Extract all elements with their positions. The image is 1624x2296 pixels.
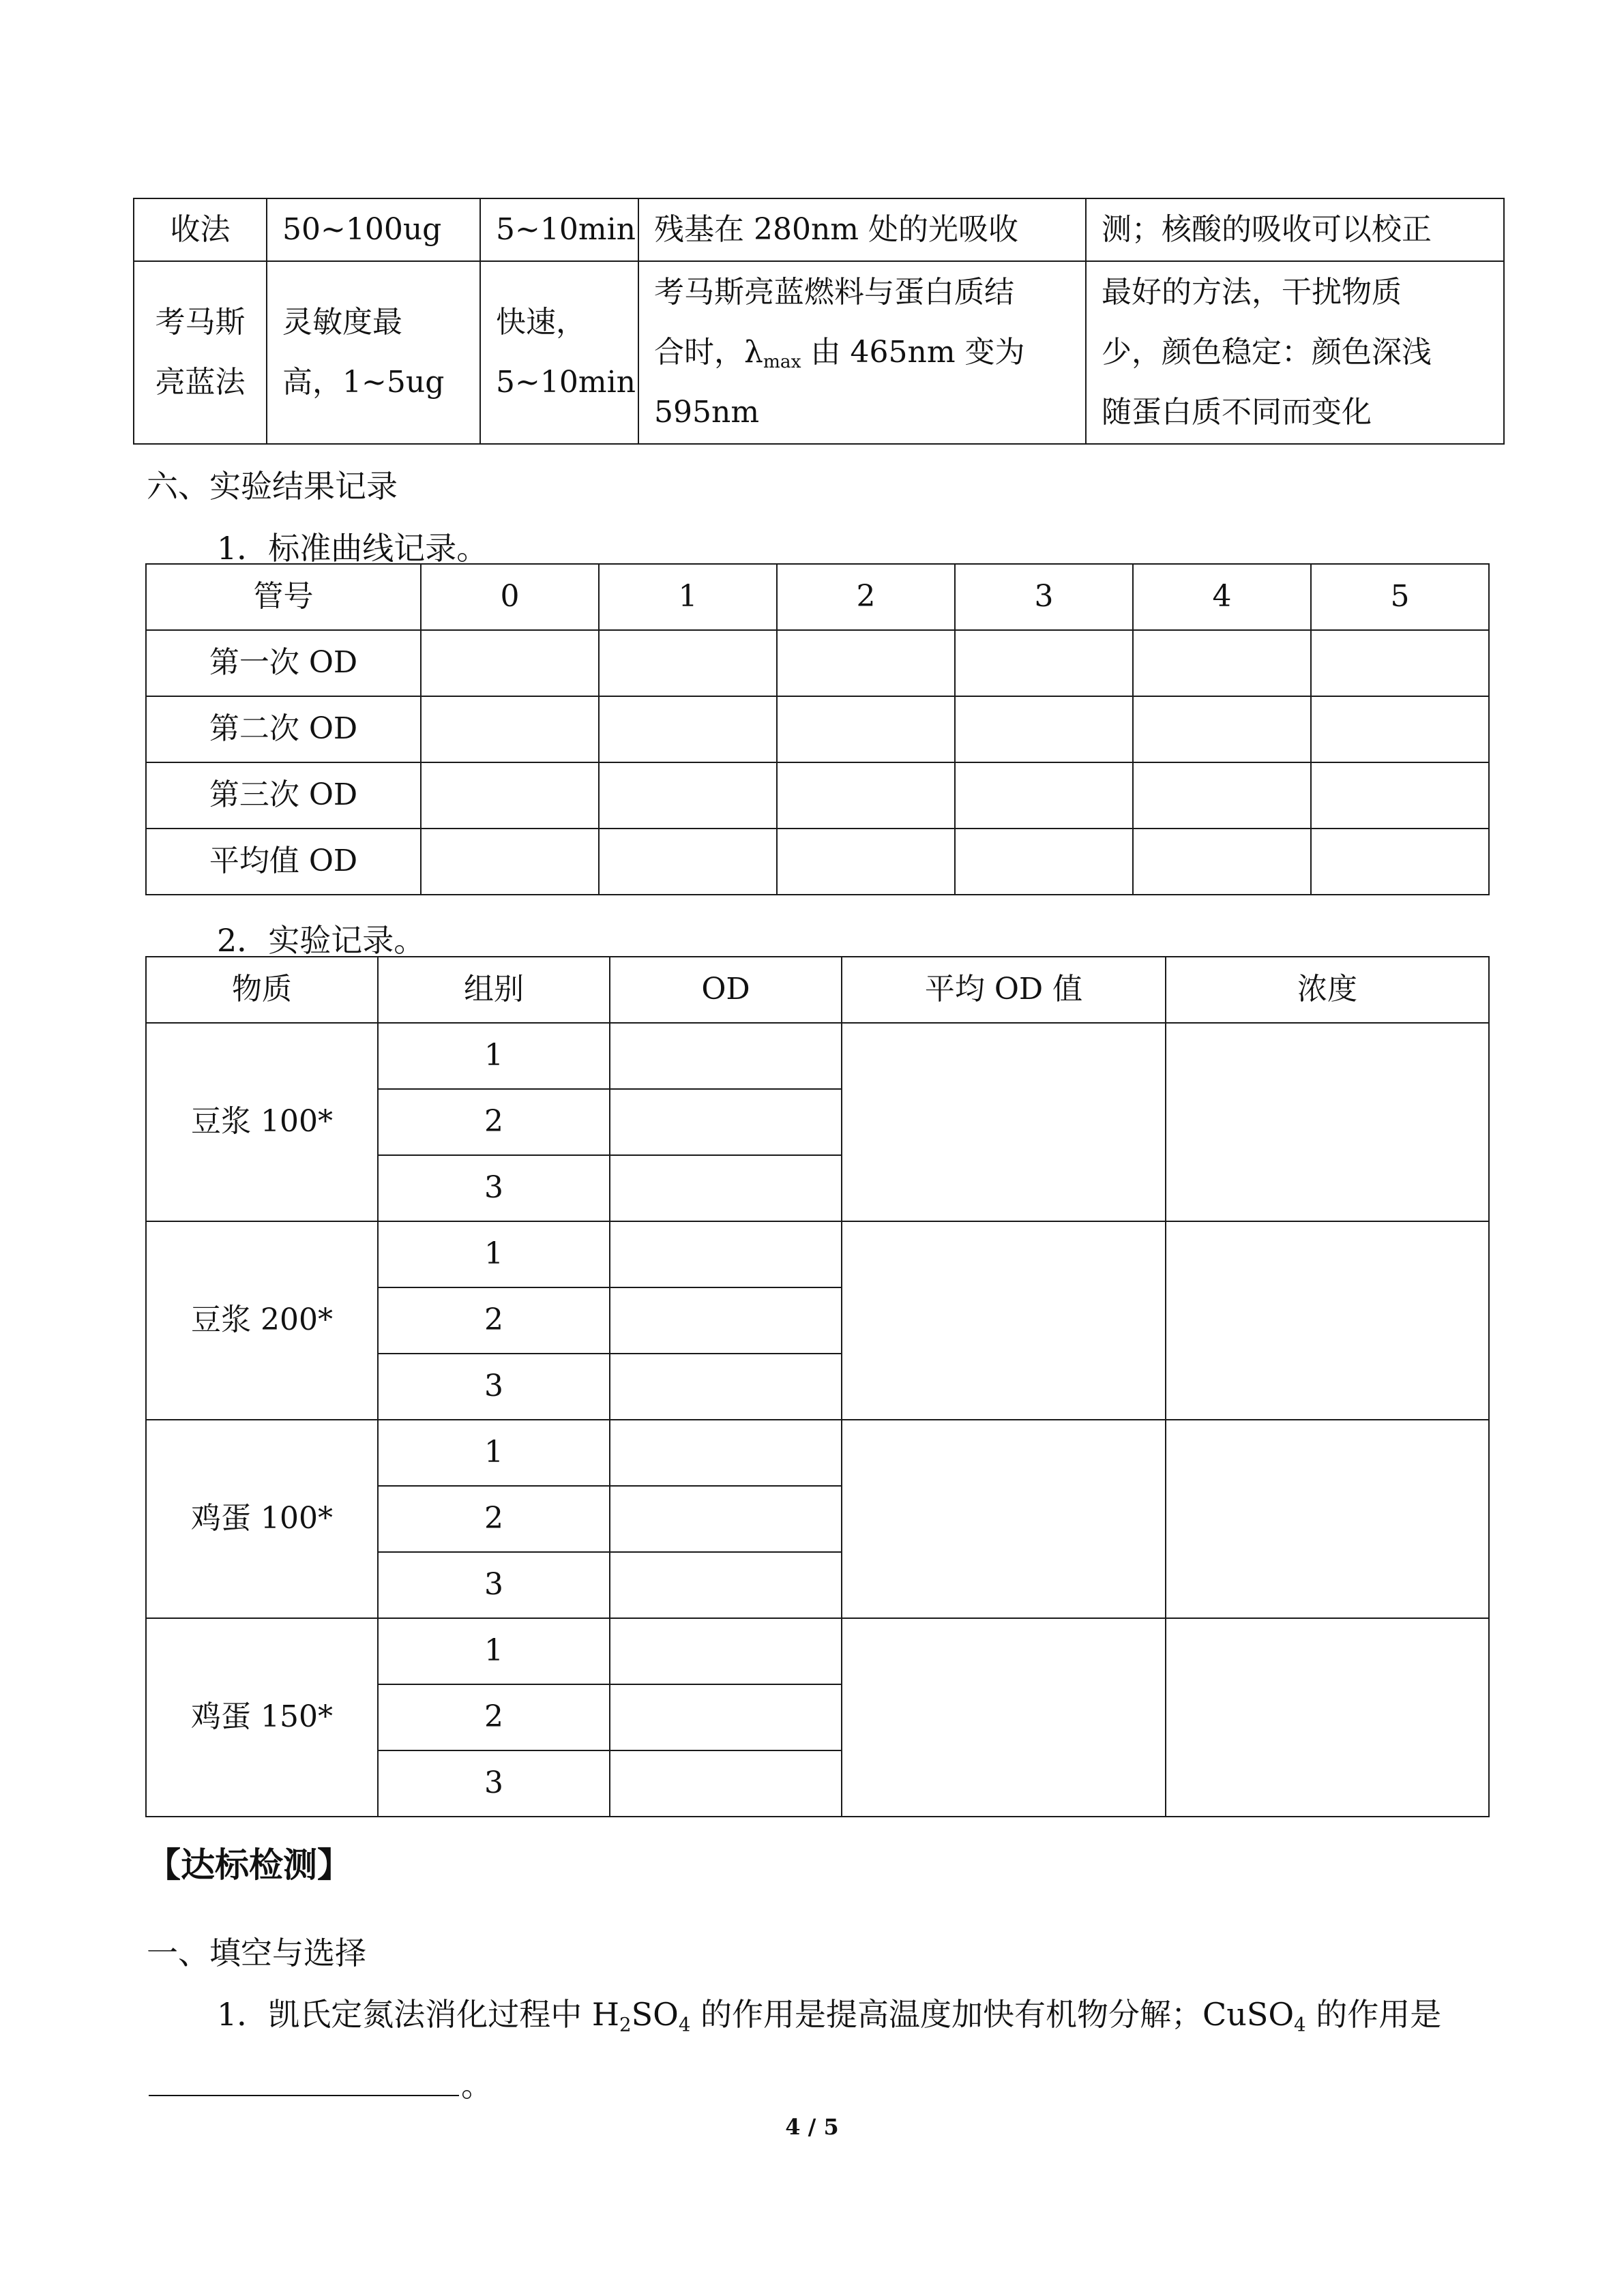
text-span: SO [631,1996,679,2033]
subgroup-cell: 2 [378,1089,610,1155]
method-name-line: 亮蓝法 [155,365,246,400]
text-span: 1．凯氏定氮法消化过程中 H [217,1996,620,2033]
header-cell: 组别 [378,957,610,1023]
empty-cell [1133,630,1311,696]
standard-curve-table [145,563,1490,895]
answer-blank[interactable] [149,2095,459,2096]
header-cell: 2 [777,564,955,630]
table-row [146,1023,1489,1089]
header-cell: 5 [1311,564,1489,630]
empty-cell [777,630,955,696]
empty-cell [777,829,955,895]
group-label: 豆浆 100* [146,1023,378,1221]
method-sensitivity-line: 灵敏度最 [282,305,402,340]
empty-cell [777,696,955,762]
subgroup-cell: 3 [378,1552,610,1618]
header-cell: 1 [599,564,777,630]
method-time-line: 5~10min [496,365,636,400]
empty-cell [610,1486,842,1552]
subgroup-cell: 1 [378,1420,610,1486]
subsection-title: 1．标准曲线记录。 [217,530,488,567]
part-title: 一、填空与选择 [147,1935,366,1971]
empty-cell [1133,829,1311,895]
header-cell: 3 [955,564,1133,630]
empty-cell [610,1354,842,1420]
header-cell: 物质 [146,957,378,1023]
empty-cell [599,696,777,762]
empty-cell [842,1420,1166,1618]
method-time: 5~10min [480,198,638,261]
method-notes-line: 最好的方法，干扰物质 [1102,275,1402,310]
empty-cell [599,762,777,829]
table-row [146,762,1489,829]
table-row [146,696,1489,762]
method-time-line: 快速， [496,305,586,340]
subgroup-cell: 3 [378,1750,610,1817]
empty-cell [955,630,1133,696]
method-table [133,198,1505,445]
method-sensitivity [267,261,480,444]
method-time [480,261,638,444]
empty-cell [842,1618,1166,1817]
group-label: 鸡蛋 150* [146,1618,378,1817]
empty-cell [610,1221,842,1287]
table-row [146,1221,1489,1287]
method-principle [638,261,1086,444]
group-label: 鸡蛋 100* [146,1420,378,1618]
header-cell: 平均 OD 值 [842,957,1166,1023]
empty-cell [842,1221,1166,1420]
header-cell: OD [610,957,842,1023]
text-span: 合时，λ [654,335,763,370]
header-cell: 4 [1133,564,1311,630]
subgroup-cell: 3 [378,1354,610,1420]
method-principle: 残基在 280nm 处的光吸收 [638,198,1086,261]
empty-cell [610,1023,842,1089]
method-sensitivity-line: 高，1~5ug [282,365,445,400]
empty-cell [842,1023,1166,1221]
empty-cell [421,630,599,696]
method-name-line: 考马斯 [155,305,246,340]
method-name: 收法 [134,198,267,261]
empty-cell [1166,1023,1489,1221]
empty-cell [610,1618,842,1684]
empty-cell [1166,1618,1489,1817]
empty-cell [421,762,599,829]
method-notes: 测；核酸的吸收可以校正 [1086,198,1504,261]
group-label: 豆浆 200* [146,1221,378,1420]
sentence-end: 。 [461,2067,492,2104]
empty-cell [1133,696,1311,762]
method-notes-line: 少，颜色稳定：颜色深浅 [1102,335,1432,370]
table-row [146,1618,1489,1684]
subscript: 4 [678,2013,691,2036]
empty-cell [1311,630,1489,696]
empty-cell [1166,1221,1489,1420]
subgroup-cell: 3 [378,1155,610,1221]
method-notes [1086,261,1504,444]
row-label: 第二次 OD [146,696,421,762]
subgroup-cell: 1 [378,1023,610,1089]
method-name [134,261,267,444]
table-row [146,630,1489,696]
subgroup-cell: 2 [378,1486,610,1552]
empty-cell [599,829,777,895]
empty-cell [610,1420,842,1486]
empty-cell [1133,762,1311,829]
empty-cell [955,829,1133,895]
text-span: 的作用是 [1305,1996,1442,2033]
empty-cell [610,1155,842,1221]
empty-cell [610,1287,842,1354]
empty-cell [955,762,1133,829]
subgroup-cell: 1 [378,1221,610,1287]
empty-cell [1166,1420,1489,1618]
method-principle-line: 595nm [654,395,760,430]
empty-cell [610,1750,842,1817]
subgroup-cell: 2 [378,1684,610,1750]
empty-cell [610,1684,842,1750]
empty-cell [610,1089,842,1155]
row-label: 平均值 OD [146,829,421,895]
row-label: 第三次 OD [146,762,421,829]
empty-cell [610,1552,842,1618]
empty-cell [1311,762,1489,829]
empty-cell [1311,696,1489,762]
text-span: 的作用是提高温度加快有机物分解；CuSO [690,1996,1295,2033]
table-row [146,829,1489,895]
page-number: 4 / 5 [785,2114,839,2140]
test-heading: 【达标检测】 [147,1845,351,1885]
method-notes-line: 随蛋白质不同而变化 [1102,395,1372,430]
method-principle-line: 考马斯亮蓝燃料与蛋白质结 [654,275,1014,310]
section-title: 六、实验结果记录 [147,468,398,505]
text-span: 由 465nm 变为 [801,335,1025,370]
header-cell: 浓度 [1166,957,1489,1023]
subscript: max [763,351,801,372]
experiment-record-table [145,956,1490,1817]
method-sensitivity: 50~100ug [267,198,480,261]
header-cell: 0 [421,564,599,630]
header-cell: 管号 [146,564,421,630]
empty-cell [421,829,599,895]
empty-cell [777,762,955,829]
empty-cell [1311,829,1489,895]
subscript: 2 [619,2013,632,2036]
subgroup-cell: 2 [378,1287,610,1354]
method-principle-line [654,323,1085,383]
row-label: 第一次 OD [146,630,421,696]
empty-cell [421,696,599,762]
subsection-title: 2．实验记录。 [217,922,426,959]
table-row [146,1420,1489,1486]
subscript: 4 [1294,2013,1306,2036]
empty-cell [599,630,777,696]
subgroup-cell: 1 [378,1618,610,1684]
empty-cell [955,696,1133,762]
question-1 [217,1990,1441,2035]
